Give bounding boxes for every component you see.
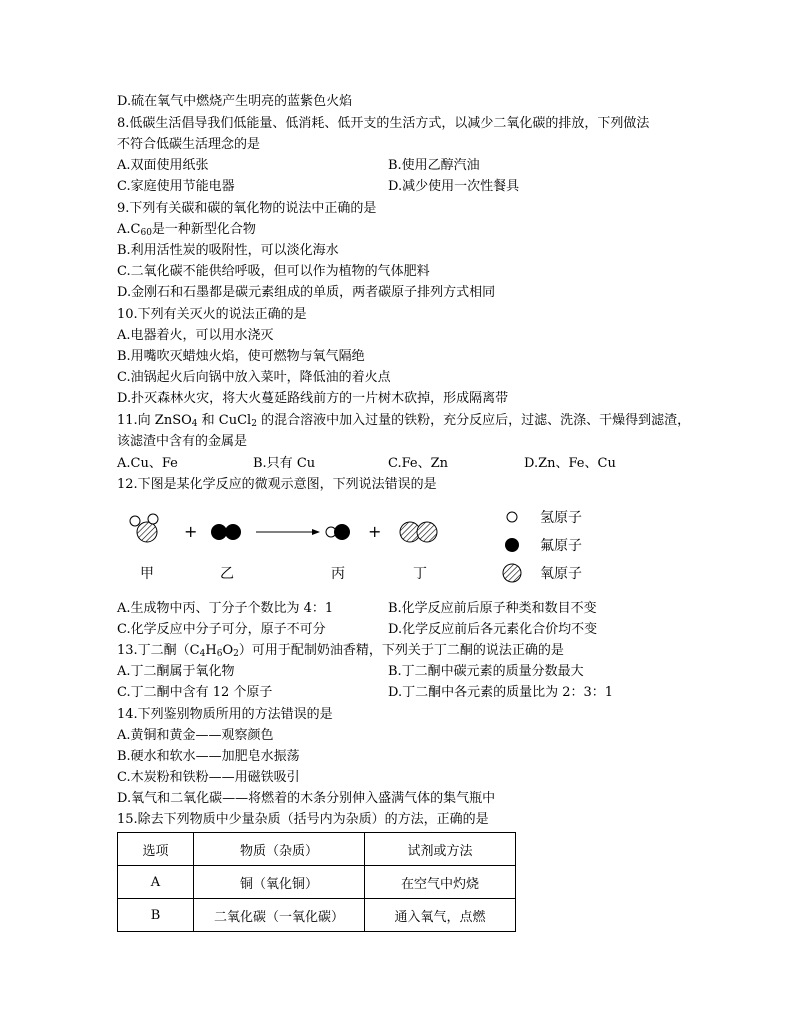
q8-option-a: A.双面使用纸张 (117, 158, 209, 173)
legend-oxygen-label: 氧原子 (540, 566, 582, 582)
molecule-jia (130, 514, 158, 542)
label-jia: 甲 (140, 566, 154, 582)
label-yi: 乙 (220, 566, 234, 582)
fluorine-atom-icon (505, 538, 519, 552)
q13-option-c: C.丁二酮中含有 12 个原子 (117, 685, 273, 700)
table-row (118, 866, 516, 899)
hydrogen-atom-icon (507, 512, 517, 522)
table-cell: 在空气中灼烧 (365, 866, 516, 899)
molecule-yi (211, 524, 241, 540)
q8-stem-cont: 不符合低碳生活理念的是 (117, 137, 261, 152)
q9-option-c: C.二氧化碳不能供给呼吸，但可以作为植物的气体肥料 (117, 264, 430, 279)
legend-fluorine-label: 氟原子 (540, 538, 582, 554)
q9-option-a: $A.C_{60}$是一种新型化合物 (117, 222, 256, 238)
q13-option-a: A.丁二酮属于氧化物 (117, 664, 235, 679)
q8-option-d: D.减少使用一次性餐具 (388, 179, 520, 194)
q9-option-d: D.金刚石和石墨都是碳元素组成的单质，两者碳原子排列方式相同 (117, 285, 496, 300)
q14-option-a: A.黄铜和黄金——观察颜色 (117, 728, 274, 743)
q14-option-b: B.硬水和软水——加肥皂水振荡 (117, 749, 300, 764)
q15-stem: 15.除去下列物质中少量杂质（括号内为杂质）的方法，正确的是 (117, 812, 489, 827)
q11-stem: 11.向 ZnSO$_4$ 和 CuCl$_2$ 的混合溶液中加入过量的铁粉，充分反应后，过滤、洗涤、干燥得到滤渣， (117, 413, 691, 429)
q10-option-d: D.扑灭森林火灾，将大火蔓延路线前方的一片树木砍掉，形成隔离带 (117, 391, 509, 406)
q8-option-c: C.家庭使用节能电器 (117, 179, 235, 194)
table-cell: B (118, 899, 194, 932)
q12-option-d: D.化学反应前后各元素化合价均不变 (388, 622, 598, 637)
q15-table (117, 832, 516, 932)
table-header-cell: 物质（杂质） (194, 833, 365, 866)
table-header-cell: 试剂或方法 (365, 833, 516, 866)
q13-option-b: B.丁二酮中碳元素的质量分数最大 (388, 664, 584, 679)
q11-stem-cont: 该滤渣中含有的金属是 (117, 434, 248, 449)
q7-option-d: D.硫在氧气中燃烧产生明亮的蓝紫色火焰 (117, 94, 353, 109)
label-bing: 丙 (331, 566, 345, 582)
q9-option-b: B.利用活性炭的吸附性，可以淡化海水 (117, 243, 339, 258)
table-cell: 铜（氧化铜） (194, 866, 365, 899)
q9-stem: 9.下列有关碳和碳的氧化物的说法中正确的是 (117, 201, 377, 216)
table-cell: A (118, 866, 194, 899)
reaction-diagram (120, 505, 600, 587)
molecule-ding (400, 522, 437, 542)
plus-sign-1: + (184, 522, 198, 541)
q14-option-c: C.木炭粉和铁粉——用磁铁吸引 (117, 770, 300, 785)
q10-option-b: B.用嘴吹灭蜡烛火焰，使可燃物与氧气隔绝 (117, 349, 365, 364)
q13-option-d: D.丁二酮中各元素的质量比为 2：3：1 (388, 685, 614, 700)
q14-option-d: D.氧气和二氧化碳——将燃着的木条分别伸入盛满气体的集气瓶中 (117, 791, 496, 806)
table-header-row (118, 833, 516, 866)
plus-sign-2: + (368, 522, 382, 541)
table-header-cell: 选项 (118, 833, 194, 866)
q11-option-a: A.Cu、Fe (117, 456, 178, 471)
atom-legend (503, 512, 521, 582)
q13-stem: 13.丁二酮$(C_4H_6O_2)$可用于配制奶油香精，下列关于丁二酮的说法正确的是 (117, 643, 564, 659)
q12-option-c: C.化学反应中分子可分，原子不可分 (117, 622, 326, 637)
q10-stem: 10.下列有关灭火的说法正确的是 (117, 307, 307, 322)
table-cell: 通入氧气，点燃 (365, 899, 516, 932)
q11-option-c: C.Fe、Zn (388, 456, 449, 471)
legend-hydrogen-label: 氢原子 (540, 510, 582, 526)
oxygen-atom-icon (503, 564, 521, 582)
q12-option-a: A.生成物中丙、丁分子个数比为 4：1 (117, 601, 334, 616)
molecule-bing (326, 524, 350, 540)
table-row (118, 899, 516, 932)
q10-option-c: C.油锅起火后向锅中放入菜叶，降低油的着火点 (117, 370, 391, 385)
q11-option-b: B.只有 Cu (253, 456, 316, 471)
q10-option-a: A.电器着火，可以用水浇灭 (117, 328, 274, 343)
q12-stem: 12.下图是某化学反应的微观示意图，下列说法错误的是 (117, 477, 437, 492)
q12-option-b: B.化学反应前后原子种类和数目不变 (388, 601, 597, 616)
q14-stem: 14.下列鉴别物质所用的方法错误的是 (117, 707, 333, 722)
label-ding: 丁 (413, 566, 427, 582)
reaction-arrow (256, 529, 320, 535)
q11-option-d: D.Zn、Fe、Cu (524, 456, 616, 471)
q8-option-b: B.使用乙醇汽油 (388, 158, 480, 173)
q8-stem: 8.低碳生活倡导我们低能量、低消耗、低开支的生活方式，以减少二氧化碳的排放，下列做法 (117, 116, 650, 131)
table-cell: 二氧化碳（一氧化碳） (194, 899, 365, 932)
